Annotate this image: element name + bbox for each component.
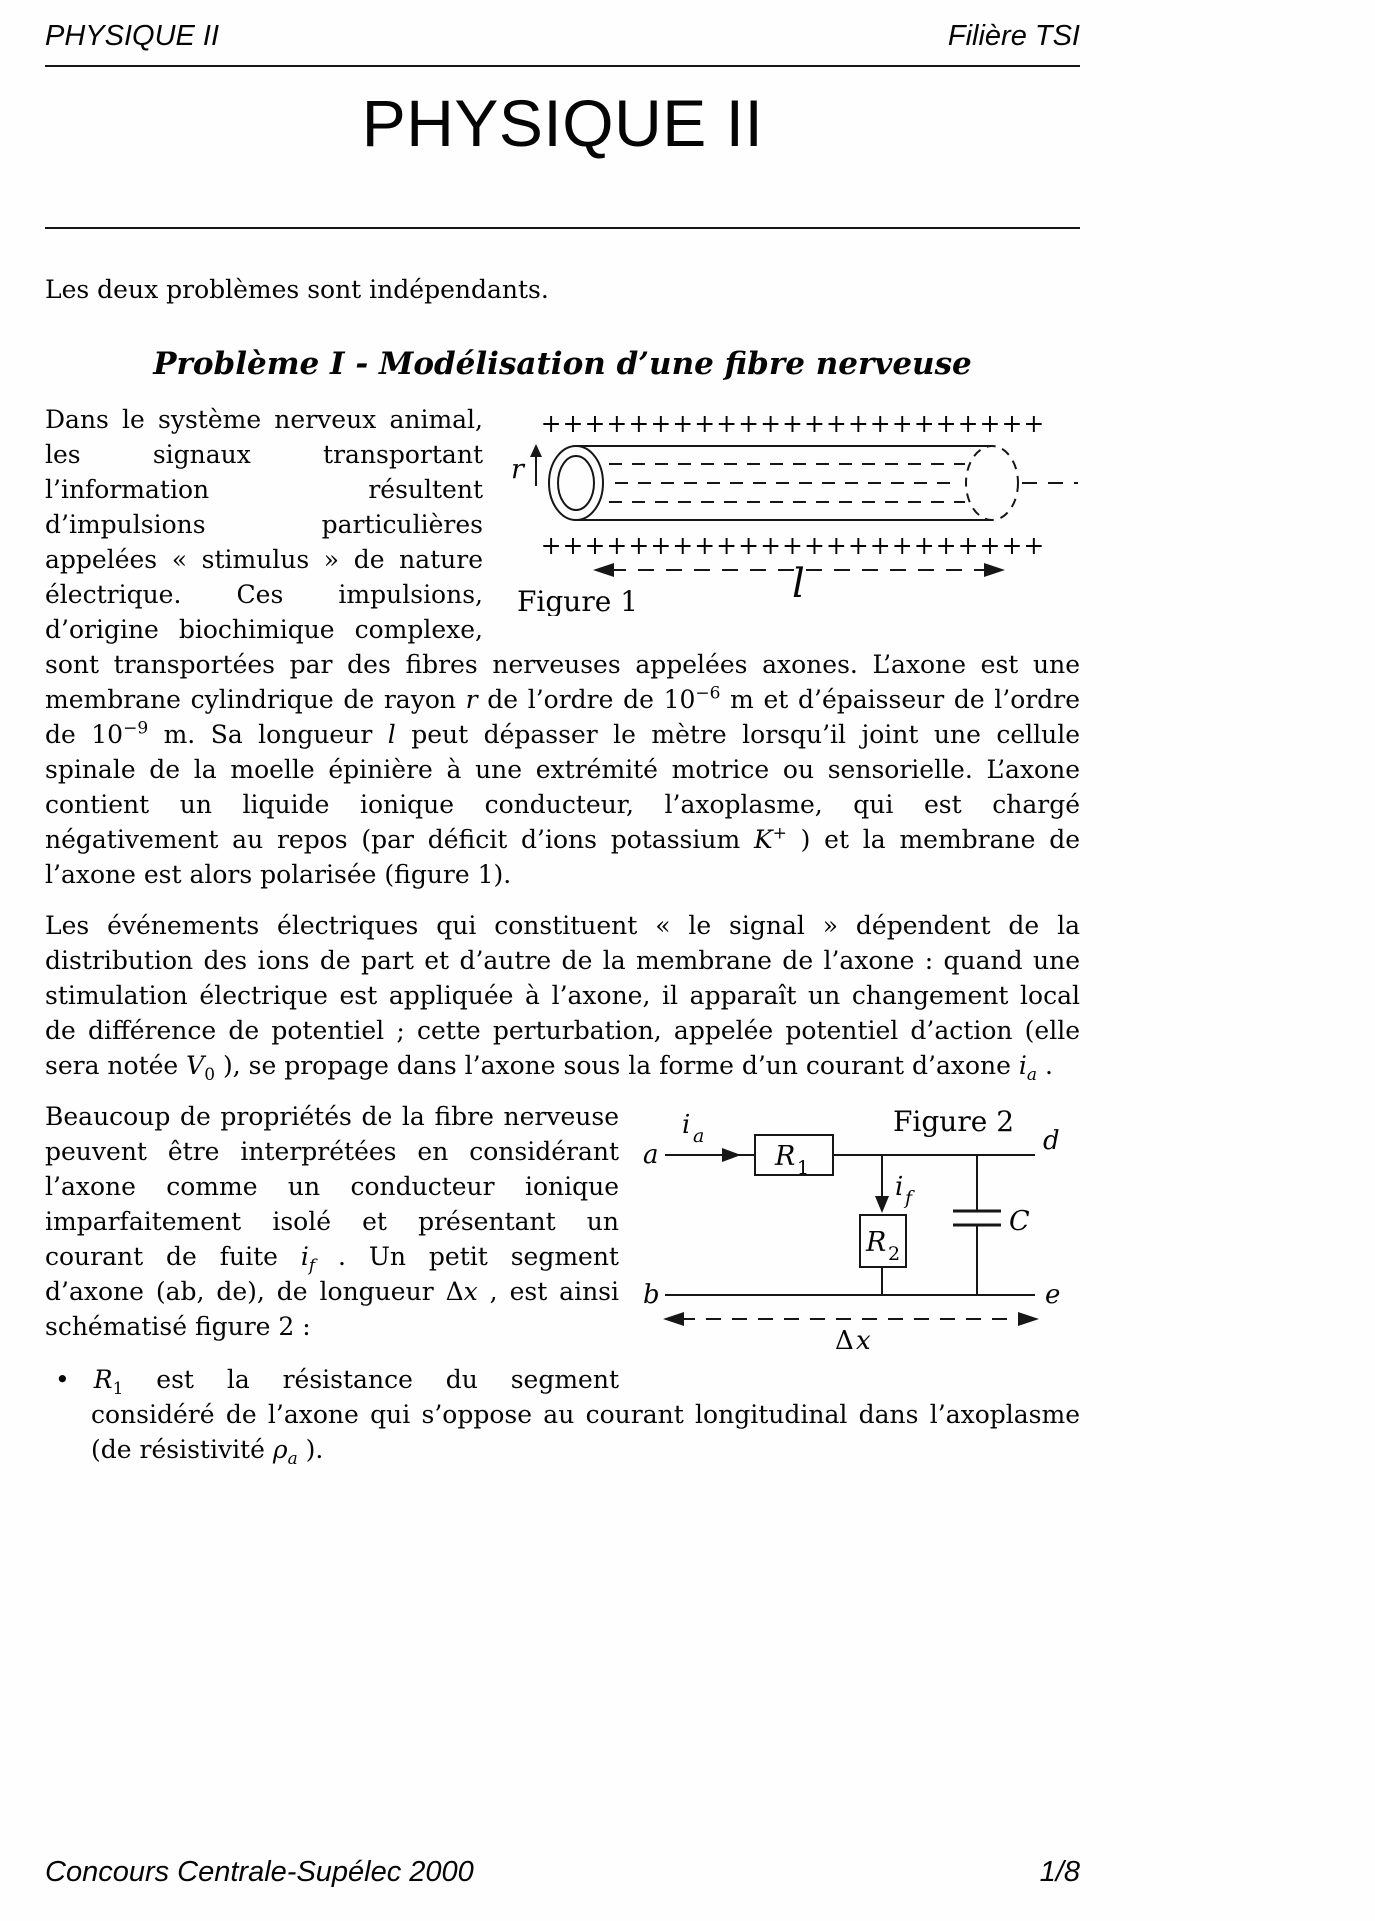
header-left: PHYSIQUE II xyxy=(45,20,220,52)
document-title: PHYSIQUE II xyxy=(361,86,764,160)
radius-label: r xyxy=(511,454,524,485)
paragraph-3 xyxy=(45,1099,1080,1353)
bullet-item-r1 xyxy=(45,1362,1080,1467)
intro-text: Les deux problèmes sont indépendants. xyxy=(45,275,549,304)
bullet-text: $R_1$ est la résistance du segment considéré de l’axone qui s’oppose au courant longitudinal dans l’axoplasme (de résistivité $\rho_a$ ). xyxy=(91,1365,1080,1469)
node-d-label: d xyxy=(1043,1126,1060,1156)
top-rail xyxy=(665,1148,1035,1162)
length-label: l xyxy=(792,561,805,607)
header-right: Filière TSI xyxy=(947,20,1080,52)
r2-label: R xyxy=(866,1227,887,1258)
delta-x-arrow xyxy=(663,1312,1039,1326)
paragraph-1 xyxy=(45,402,1080,892)
axon-cylinder xyxy=(549,446,1078,520)
footer-left: Concours Centrale-Supélec 2000 xyxy=(45,1856,474,1888)
plus-row-top: +++++++++++++++++++++++ xyxy=(540,409,1046,438)
problem-heading: Problème I - Modélisation d’une fibre nerveuse xyxy=(153,346,972,382)
r1-subscript: 1 xyxy=(797,1157,810,1179)
axon-current-label: i xyxy=(682,1110,691,1140)
bullet-marker: • xyxy=(55,1365,70,1394)
r1-label: R xyxy=(775,1141,796,1172)
length-arrow xyxy=(593,561,1005,607)
axon-diagram xyxy=(505,406,1080,616)
paragraph-1-text: Dans le système nerveux animal, les signaux transportant l’information résultent d’impulsions particulières appelées « stimulus » de nature électrique. Ces impulsions, d’origine biochimique complexe, sont transportées par des fibres nerveuses appelées axones. L’axone est une membrane cylindrique de rayon r de l’ordre de $10^{-6}$ m et d’épaisseur de l’ordre de $10^{-9}$ m. Sa longueur l peut dépasser le mètre lorsqu’il joint une cellule spinale de la moelle épinière à une extrémité motrice ou sensorielle. L’axone contient un liquide ionique conducteur, l’axoplasme, qui est chargé négativement au repos (par déficit d’ions potassium K+ ) et la membrane de l’axone est alors polarisée (figure 1). xyxy=(45,405,1081,889)
node-b-label: b xyxy=(643,1280,660,1310)
figure1-caption: Figure 1 xyxy=(517,585,639,616)
capacitor-label: C xyxy=(1009,1206,1030,1237)
axon-current-arrow xyxy=(722,1148,741,1162)
node-a-label: a xyxy=(643,1140,659,1170)
figure-1 xyxy=(505,406,1080,616)
leak-current-arrow xyxy=(875,1196,889,1213)
footer-right: 1/8 xyxy=(1039,1856,1080,1888)
paragraph-2 xyxy=(45,908,1080,1083)
radius-arrow xyxy=(511,444,542,486)
paragraph-2-text: Les événements électriques qui constituent « le signal » dépendent de la distribution des ions de part et d’autre de la membrane de l’axone : quand une stimulation électrique est appliquée à l’axone, il apparaît un changement local de différence de potentiel ; cette perturbation, appelée potentiel d’action (elle sera notée $V_0$ ), se propage dans l’axone sous la forme d’un courant d’axone $i_a$ . xyxy=(45,911,1080,1085)
r2-subscript: 2 xyxy=(888,1243,901,1265)
figure-2 xyxy=(635,1103,1080,1353)
page-header xyxy=(45,20,1080,67)
capacitor-branch xyxy=(953,1155,1001,1295)
page-footer xyxy=(45,1856,1080,1889)
figure2-caption: Figure 2 xyxy=(893,1105,1015,1138)
title-rule xyxy=(45,227,1080,229)
node-e-label: e xyxy=(1045,1280,1061,1310)
delta-x-variable: x xyxy=(856,1326,871,1353)
leak-current-subscript: f xyxy=(905,1187,913,1209)
delta-x-label: Δ xyxy=(835,1326,854,1353)
leak-current-label: i xyxy=(895,1172,904,1202)
axon-current-subscript: a xyxy=(693,1125,705,1147)
paragraph-3-text: Beaucoup de propriétés de la fibre nerveuse peuvent être interprétées en considérant l’axone comme un conducteur ionique imparfaitement isolé et présentant un courant de fuite $i_f$ . Un petit segment d’axone (ab, de), de longueur Δx , est ainsi schématisé figure 2 : xyxy=(45,1102,619,1341)
circuit-diagram xyxy=(635,1103,1080,1353)
plus-row-bottom: +++++++++++++++++++++++ xyxy=(540,531,1046,560)
